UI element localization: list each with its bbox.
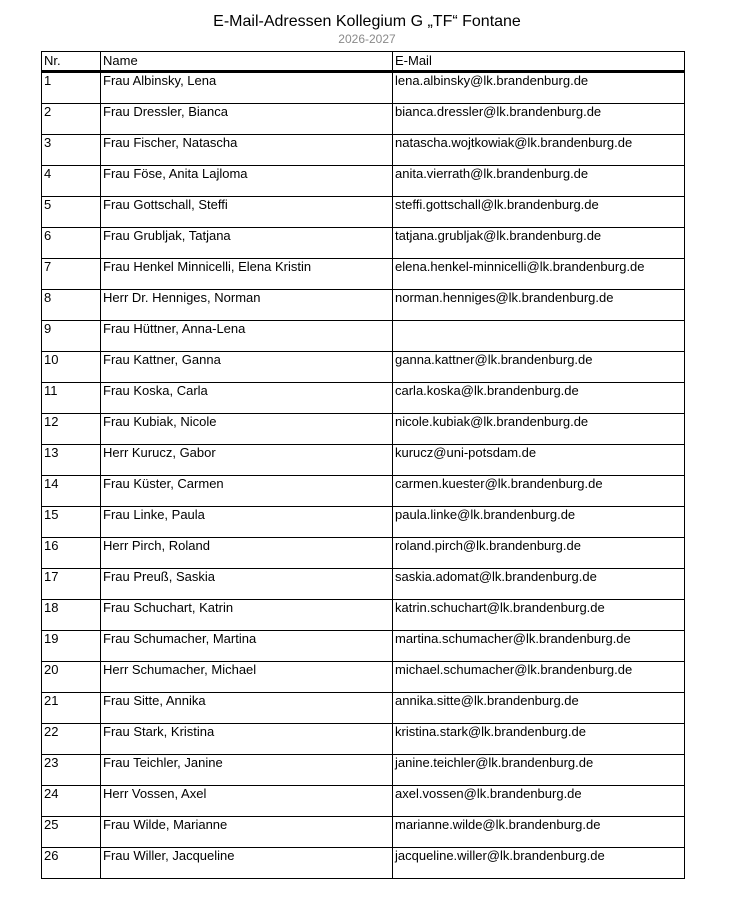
cell-name: Frau Grubljak, Tatjana — [101, 228, 393, 259]
cell-nr: 20 — [42, 662, 101, 693]
cell-nr: 23 — [42, 755, 101, 786]
cell-nr: 22 — [42, 724, 101, 755]
table-row — [42, 693, 685, 724]
cell-nr: 7 — [42, 259, 101, 290]
cell-nr: 17 — [42, 569, 101, 600]
table-row — [42, 724, 685, 755]
cell-name: Frau Küster, Carmen — [101, 476, 393, 507]
cell-email: roland.pirch@lk.brandenburg.de — [393, 538, 685, 569]
table-row — [42, 507, 685, 538]
table-row — [42, 786, 685, 817]
table-row — [42, 383, 685, 414]
cell-name: Herr Vossen, Axel — [101, 786, 393, 817]
cell-email: paula.linke@lk.brandenburg.de — [393, 507, 685, 538]
cell-email: anita.vierrath@lk.brandenburg.de — [393, 166, 685, 197]
cell-email: natascha.wojtkowiak@lk.brandenburg.de — [393, 135, 685, 166]
cell-name: Frau Willer, Jacqueline — [101, 848, 393, 879]
table-header-row — [42, 52, 685, 72]
table-row — [42, 445, 685, 476]
cell-nr: 8 — [42, 290, 101, 321]
cell-email — [393, 321, 685, 352]
cell-name: Herr Dr. Henniges, Norman — [101, 290, 393, 321]
cell-name: Herr Schumacher, Michael — [101, 662, 393, 693]
cell-name: Frau Koska, Carla — [101, 383, 393, 414]
cell-nr: 5 — [42, 197, 101, 228]
table-row — [42, 538, 685, 569]
cell-email: martina.schumacher@lk.brandenburg.de — [393, 631, 685, 662]
cell-name: Herr Pirch, Roland — [101, 538, 393, 569]
cell-name: Frau Wilde, Marianne — [101, 817, 393, 848]
table-row — [42, 197, 685, 228]
table-row — [42, 755, 685, 786]
table-row — [42, 352, 685, 383]
cell-name: Frau Dressler, Bianca — [101, 104, 393, 135]
cell-name: Herr Kurucz, Gabor — [101, 445, 393, 476]
cell-nr: 24 — [42, 786, 101, 817]
cell-nr: 4 — [42, 166, 101, 197]
cell-nr: 12 — [42, 414, 101, 445]
table-row — [42, 259, 685, 290]
table-row — [42, 662, 685, 693]
cell-name: Frau Fischer, Natascha — [101, 135, 393, 166]
cell-email: bianca.dressler@lk.brandenburg.de — [393, 104, 685, 135]
cell-nr: 15 — [42, 507, 101, 538]
table-row — [42, 476, 685, 507]
cell-nr: 14 — [42, 476, 101, 507]
table-row — [42, 228, 685, 259]
table-row — [42, 414, 685, 445]
cell-email: elena.henkel-minnicelli@lk.brandenburg.de — [393, 259, 685, 290]
cell-email: jacqueline.willer@lk.brandenburg.de — [393, 848, 685, 879]
cell-name: Frau Kattner, Ganna — [101, 352, 393, 383]
header-nr: Nr. — [42, 52, 101, 72]
table-row — [42, 166, 685, 197]
table-row — [42, 72, 685, 104]
cell-nr: 9 — [42, 321, 101, 352]
header-email: E-Mail — [393, 52, 685, 72]
cell-email: saskia.adomat@lk.brandenburg.de — [393, 569, 685, 600]
table-row — [42, 321, 685, 352]
cell-nr: 10 — [42, 352, 101, 383]
cell-nr: 21 — [42, 693, 101, 724]
cell-nr: 16 — [42, 538, 101, 569]
cell-email: kristina.stark@lk.brandenburg.de — [393, 724, 685, 755]
cell-name: Frau Sitte, Annika — [101, 693, 393, 724]
table-row — [42, 135, 685, 166]
cell-email: carla.koska@lk.brandenburg.de — [393, 383, 685, 414]
cell-nr: 2 — [42, 104, 101, 135]
cell-name: Frau Preuß, Saskia — [101, 569, 393, 600]
cell-email: katrin.schuchart@lk.brandenburg.de — [393, 600, 685, 631]
table-row — [42, 290, 685, 321]
cell-email: janine.teichler@lk.brandenburg.de — [393, 755, 685, 786]
cell-email: marianne.wilde@lk.brandenburg.de — [393, 817, 685, 848]
cell-email: carmen.kuester@lk.brandenburg.de — [393, 476, 685, 507]
table-row — [42, 848, 685, 879]
cell-email: lena.albinsky@lk.brandenburg.de — [393, 72, 685, 104]
cell-nr: 11 — [42, 383, 101, 414]
header-name: Name — [101, 52, 393, 72]
cell-nr: 26 — [42, 848, 101, 879]
cell-nr: 25 — [42, 817, 101, 848]
cell-name: Frau Schumacher, Martina — [101, 631, 393, 662]
document-subtitle: 2026-2027 — [338, 32, 396, 46]
cell-name: Frau Albinsky, Lena — [101, 72, 393, 104]
cell-nr: 1 — [42, 72, 101, 104]
cell-name: Frau Teichler, Janine — [101, 755, 393, 786]
cell-name: Frau Stark, Kristina — [101, 724, 393, 755]
document-title: E-Mail-Adressen Kollegium G „TF“ Fontane — [213, 13, 521, 30]
cell-name: Frau Schuchart, Katrin — [101, 600, 393, 631]
cell-nr: 13 — [42, 445, 101, 476]
table-body — [42, 72, 685, 879]
cell-name: Frau Gottschall, Steffi — [101, 197, 393, 228]
cell-email: axel.vossen@lk.brandenburg.de — [393, 786, 685, 817]
cell-email: ganna.kattner@lk.brandenburg.de — [393, 352, 685, 383]
table-row — [42, 104, 685, 135]
cell-email: norman.henniges@lk.brandenburg.de — [393, 290, 685, 321]
cell-name: Frau Hüttner, Anna-Lena — [101, 321, 393, 352]
cell-email: michael.schumacher@lk.brandenburg.de — [393, 662, 685, 693]
cell-name: Frau Föse, Anita Lajloma — [101, 166, 393, 197]
table-row — [42, 817, 685, 848]
cell-name: Frau Linke, Paula — [101, 507, 393, 538]
cell-name: Frau Henkel Minnicelli, Elena Kristin — [101, 259, 393, 290]
table-row — [42, 569, 685, 600]
email-table — [41, 51, 685, 879]
cell-name: Frau Kubiak, Nicole — [101, 414, 393, 445]
cell-email: kurucz@uni-potsdam.de — [393, 445, 685, 476]
cell-nr: 6 — [42, 228, 101, 259]
cell-nr: 18 — [42, 600, 101, 631]
cell-email: annika.sitte@lk.brandenburg.de — [393, 693, 685, 724]
cell-nr: 3 — [42, 135, 101, 166]
cell-nr: 19 — [42, 631, 101, 662]
cell-email: tatjana.grubljak@lk.brandenburg.de — [393, 228, 685, 259]
cell-email: nicole.kubiak@lk.brandenburg.de — [393, 414, 685, 445]
table-row — [42, 631, 685, 662]
cell-email: steffi.gottschall@lk.brandenburg.de — [393, 197, 685, 228]
table-row — [42, 600, 685, 631]
